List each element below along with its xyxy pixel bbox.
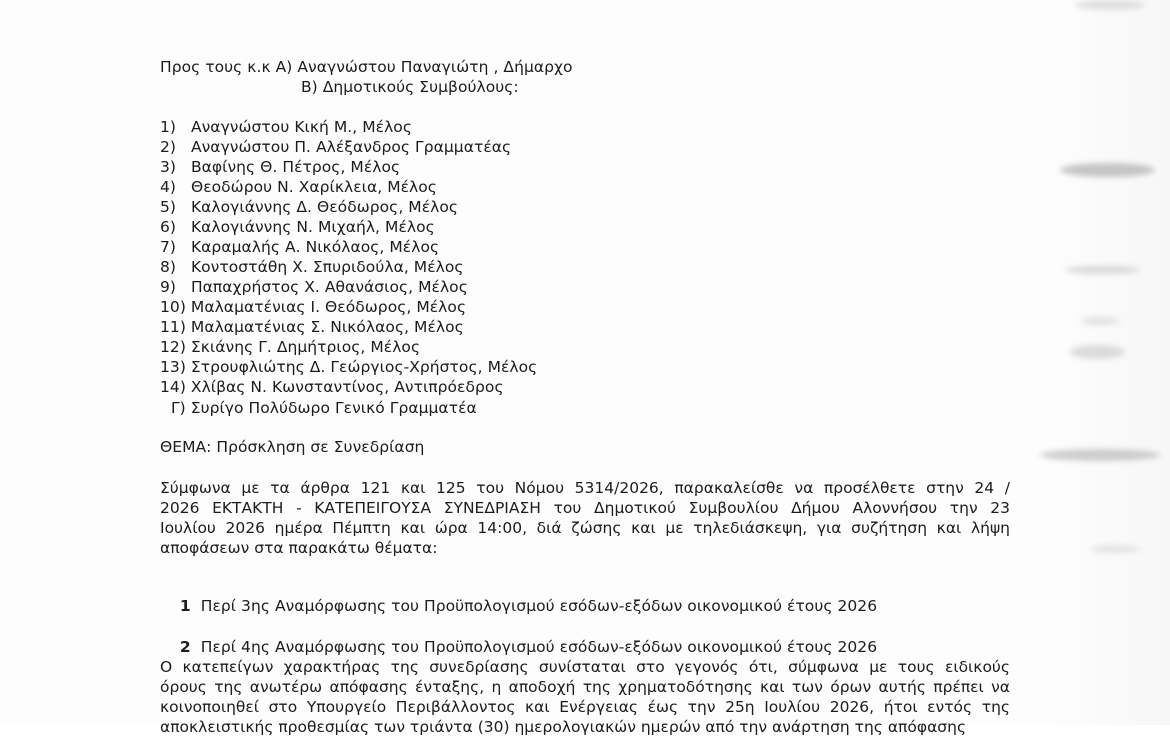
urgency-line-cut (160, 717, 1010, 736)
urgency-line-partial: αποκλειστικής προθεσμίας των τριάντα (30) ημερολογιακών ημερών από την ανάρτηση της απόφασης (160, 718, 967, 736)
agenda-text: Περί 4ης Αναμόρφωσης του Προϋπολογισμού εσόδων-εξόδων οικονομικού έτους 2026 (200, 638, 878, 656)
agenda-number: 1 (179, 597, 191, 615)
member-item: 1) Αναγνώστου Κική Μ., Μέλος (160, 118, 412, 136)
member-item: 8) Κοντοστάθη Χ. Σπυριδούλα, Μέλος (160, 258, 464, 276)
scan-edge-shadow (1050, 0, 1170, 725)
intro-line: Σύμφωνα με τα άρθρα 121 και 125 του Νόμου 5314/2026, παρακαλείσθε να προσέλθετε στην 24 / (160, 479, 1010, 497)
member-item: 9) Παπαχρήστος Χ. Αθανάσιος, Μέλος (160, 278, 468, 296)
urgency-line: κοινοποιηθεί στο Υπουργείο Περιβάλλοντος και Ενέργειας έως την 25η Ιουλίου 2026, ήτοι εντός της (160, 698, 1010, 716)
member-item: 10) Μαλαματένιας Ι. Θεόδωρος, Μέλος (160, 298, 467, 316)
member-item: 7) Καραμαλής Α. Νικόλαος, Μέλος (160, 238, 440, 256)
addressee-line: Προς τους κ.κ Α) Αναγνώστου Παναγιώτη , Δήμαρχο (160, 58, 573, 76)
member-item: 12) Σκιάνης Γ. Δημήτριος, Μέλος (160, 338, 421, 356)
scan-smudge (1065, 266, 1140, 274)
member-item: 6) Καλογιάννης Ν. Μιχαήλ, Μέλος (160, 218, 435, 236)
intro-line: 2026 ΕΚΤΑΚΤΗ - ΚΑΤΕΠΕΙΓΟΥΣΑ ΣΥΝΕΔΡΙΑΣΗ του Δημοτικού Συμβουλίου Δήμου Αλοννήσου την 23 (160, 499, 1010, 517)
member-item: 2) Αναγνώστου Π. Αλέξανδρος Γραμματέας (160, 138, 512, 156)
scan-smudge (1040, 449, 1160, 461)
intro-line: αποφάσεων στα παρακάτω θέματα: (160, 539, 438, 557)
urgency-paragraph (160, 657, 1010, 717)
intro-line: Ιουλίου 2026 ημέρα Πέμπτη και ώρα 14:00, διά ζώσης και με τηλεδιάσκεψη, για συζήτηση και λήψη (160, 519, 1010, 537)
scan-smudge (1075, 0, 1145, 10)
member-item: 14) Χλίβας Ν. Κωνσταντίνος, Αντιπρόεδρος (160, 378, 504, 396)
scan-smudge (1080, 317, 1120, 325)
scan-smudge (1090, 545, 1140, 553)
addressee-councillors: Β) Δημοτικούς Συμβούλους: (301, 78, 519, 96)
general-secretary-line: Γ) Συρίγο Πολύδωρο Γενικό Γραμματέα (166, 399, 477, 417)
member-item: 13) Στρουφλιώτης Δ. Γεώργιος-Χρήστος, Μέλος (160, 358, 538, 376)
urgency-line: Ο κατεπείγων χαρακτήρας της συνεδρίασης συνίσταται στο γεγονός ότι, σύμφωνα με τους ειδικούς (160, 658, 1010, 676)
subject-line: ΘΕΜΑ: Πρόσκληση σε Συνεδρίαση (160, 438, 425, 456)
member-item: 11) Μαλαματένιας Σ. Νικόλαος, Μέλος (160, 318, 464, 336)
agenda-text: Περί 3ης Αναμόρφωσης του Προϋπολογισμού εσόδων-εξόδων οικονομικού έτους 2026 (200, 597, 878, 615)
member-item: 4) Θεοδώρου Ν. Χαρίκλεια, Μέλος (160, 178, 437, 196)
intro-paragraph (160, 478, 1010, 558)
scan-smudge (1070, 345, 1125, 359)
member-item: 5) Καλογιάννης Δ. Θεόδωρος, Μέλος (160, 198, 459, 216)
agenda-number: 2 (179, 638, 191, 656)
member-item: 3) Βαφίνης Θ. Πέτρος, Μέλος (160, 158, 401, 176)
urgency-line: όρους της ανωτέρω απόφασης ένταξης, η αποδοχή της χρηματοδότησης και των όρων αυτής πρέπει να (160, 678, 1010, 696)
scan-smudge (1060, 163, 1155, 177)
